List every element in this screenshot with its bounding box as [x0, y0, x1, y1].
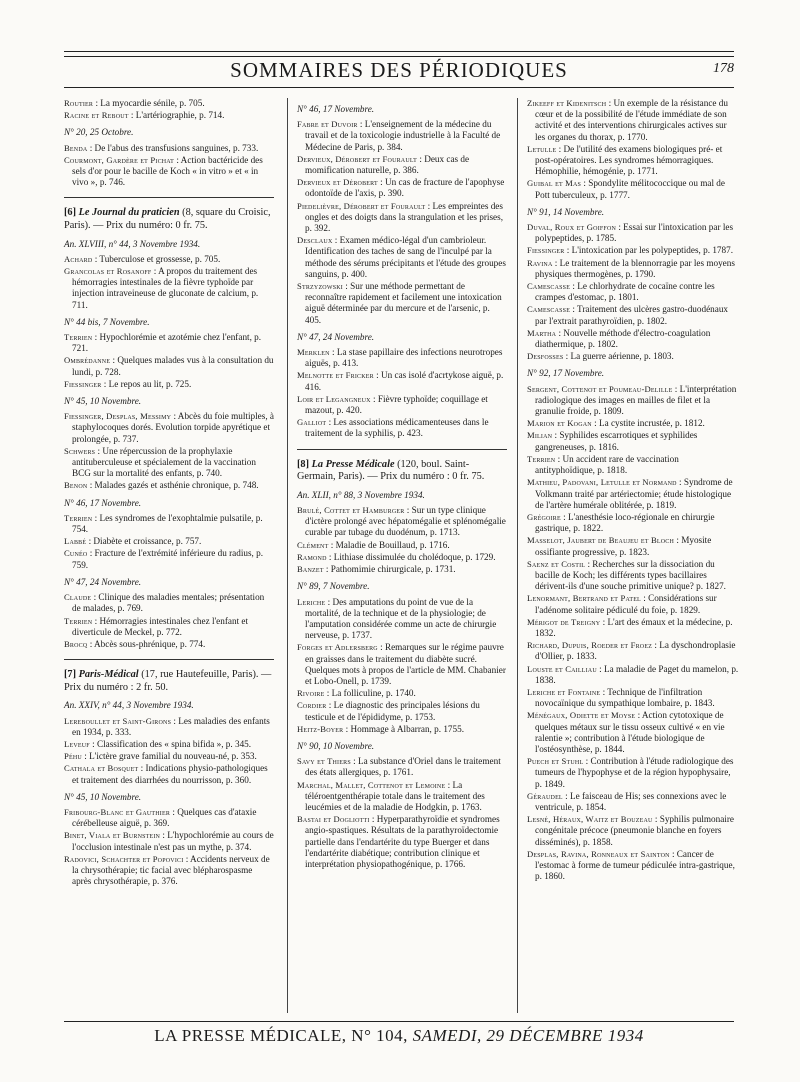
issue-heading: N° 92, 17 Novembre. — [527, 368, 605, 379]
article-title: : L'enseignement de la médecine du travail et de la toxicologie industrielle à la Faculté de Médecine de Paris, p. 384. — [305, 119, 501, 152]
article-authors: Masselot, Jaubert de Beaujeu et Bloch — [527, 535, 675, 546]
article-entry — [64, 592, 274, 614]
article-entry — [297, 417, 507, 439]
article-entry — [527, 384, 739, 418]
journal-name: Le Journal du praticien — [78, 207, 180, 219]
issue-heading: An. XLII, n° 88, 3 Novembre 1934. — [297, 489, 425, 500]
article-title: : Tuberculose et grossesse, p. 705. — [94, 253, 221, 264]
article-title: : Action bactéricide des sels d'or pour le bacille de Koch « in vitro » et « in vivo », p. 746. — [72, 154, 263, 188]
article-entry — [64, 536, 274, 547]
article-entry — [297, 780, 507, 814]
article-title: : Nouvelle méthode d'électro-coagulation diathermique, p. 1802. — [535, 327, 711, 350]
article-title: : Hypochlorémie et azotémie chez l'enfant, p. 721. — [72, 332, 262, 354]
article-authors: Benda — [64, 142, 88, 153]
article-title: : Un cas isolé d'acrtykose aiguë, p. 416. — [305, 370, 504, 392]
article-title: : Sur un type clinique d'ictère prolongé avec hépatomégalie et splénomégalie curable par tubage du duodénum, p. 1713. — [305, 505, 506, 538]
article-title: : A propos du traitement des hémorragies intestinales de la fièvre typhoïde par injection intraveineuse de gluconate de calcium, p. 711. — [72, 266, 259, 310]
article-authors: Louste et Cailliau — [527, 663, 597, 674]
article-authors: Mérigot de Treigny — [527, 616, 601, 627]
article-title: : La téléroentgenthérapie totale dans le traitement des leucémies et de la maladie de Hodgkin, p. 1763. — [305, 779, 485, 812]
journal-number: [8] — [297, 458, 310, 470]
article-title: : La maladie de Paget du mamelon, p. 1838. — [535, 663, 739, 685]
article-entry — [64, 110, 274, 121]
article-title: : Malades gazés et asthénie chronique, p. 748. — [89, 480, 259, 491]
article-title: : Abcès du foie multiples, à staphylocoques dorés. Evolution torpide apyrétique et prolongée, p. 737. — [72, 411, 275, 444]
article-authors: Racine et Rebout — [64, 110, 129, 121]
article-title: : Le traitement de la blennorragie par les moyens physiques thermogènes, p. 1790. — [535, 257, 735, 279]
article-authors: Sergent, Cottenot et Poumeau-Delille — [527, 383, 673, 394]
article-entry — [527, 849, 739, 883]
header-bottom-rule — [64, 87, 734, 88]
article-title: : Spondylite mélitococcique ou mal de Pott tuberculeux, p. 1777. — [535, 178, 725, 200]
article-entry — [297, 347, 507, 369]
article-title: : Diabète et croissance, p. 757. — [88, 536, 202, 547]
article-authors: Radovici, Schachter et Popovici — [64, 853, 184, 864]
article-title: : La dyschondroplasie d'Ollier, p. 1833. — [535, 640, 736, 662]
article-title: : Fracture de l'extrémité inférieure du radius, p. 759. — [72, 548, 264, 570]
issue-heading: N° 46, 17 Novembre. — [297, 104, 375, 114]
article-entry — [527, 328, 739, 350]
article-authors: Grégoire — [527, 511, 561, 522]
article-title: : L'artériographie, p. 714. — [130, 110, 225, 121]
article-entry — [297, 552, 507, 563]
article-entry — [64, 98, 274, 109]
article-entry — [297, 688, 507, 699]
article-title: : Le faisceau de His; ses connexions avec le ventricule, p. 1854. — [535, 790, 727, 812]
article-entry — [527, 178, 739, 200]
article-entry — [297, 756, 507, 778]
article-title: : Sur une méthode permettant de reconnaître rapidement et facilement une intoxication aiguë déterminée par du mercure et de l'arsenic, p. 405. — [305, 281, 502, 325]
article-title: : De l'abus des transfusions sanguines, p. 733. — [89, 142, 259, 153]
article-entry — [64, 143, 274, 154]
article-authors: Strzyzowski — [297, 281, 343, 292]
article-authors: Fiessinger — [527, 245, 565, 256]
article-authors: Heitz-Boyer — [297, 723, 344, 734]
journal-heading — [64, 669, 274, 694]
article-authors: Milian — [527, 430, 553, 441]
article-authors: Desfosses — [527, 351, 564, 362]
article-entry — [64, 411, 274, 445]
article-title: : Les associations médicamenteuses dans le traitement de la syphilis, p. 423. — [305, 417, 489, 439]
article-entry — [297, 724, 507, 735]
article-entry — [64, 513, 274, 535]
article-title: : Quelques malades vus à la consultation du lundi, p. 728. — [72, 355, 274, 377]
article-authors: Cunéo — [64, 548, 88, 559]
article-title: : L'hypochlorémie au cours de l'occlusion intestinale n'est pas un mythe, p. 374. — [72, 830, 274, 852]
footer-journal-issue: LA PRESSE MÉDICALE, N° 104, — [154, 1026, 408, 1045]
article-title: : Clinique des maladies mentales; présentation de malades, p. 769. — [72, 592, 265, 614]
article-entry — [527, 593, 739, 615]
article-entry — [527, 98, 739, 143]
issue-heading: An. XXIV, n° 44, 3 Novembre 1934. — [64, 700, 194, 711]
article-authors: Savy et Thiers — [297, 756, 351, 767]
article-title: : Hémorragies intestinales chez l'enfant et diverticule de Meckel, p. 772. — [72, 615, 249, 637]
article-authors: Bastai et Dogliotti — [297, 814, 370, 825]
article-authors: Ménégaux, Odiette et Moyse — [527, 710, 636, 721]
column-right — [527, 98, 739, 883]
footer-rule — [64, 1021, 734, 1022]
issue-heading: N° 89, 7 Novembre. — [297, 581, 370, 592]
article-authors: Cathala et Bosquet — [64, 763, 139, 774]
article-entry — [527, 687, 739, 709]
article-authors: Labbé — [64, 536, 87, 547]
article-authors: Rivoire — [297, 688, 325, 699]
article-entry — [297, 642, 507, 687]
article-title: : Un accident rare de vaccination antityphoïdique, p. 1818. — [535, 453, 679, 476]
article-entry — [527, 281, 739, 303]
journal-number: [6] — [64, 207, 77, 219]
article-title: : Syndrome de Volkmann traité par artériectomie; étude histologique de l'artère humérale oblitérée, p. 1819. — [535, 477, 733, 510]
article-authors: Péhu — [64, 751, 82, 762]
article-title: : Un exemple de la résistance du cœur et de la possibilité de l'étude immédiate de son activité et des interventions chirurgicales actives sur les organes du thorax, p. 1770. — [535, 98, 728, 142]
column-left — [64, 98, 274, 888]
article-authors: Ombrédanne — [64, 355, 111, 366]
article-authors: Terrien — [64, 512, 93, 523]
column-middle — [297, 98, 507, 871]
article-authors: Galliot — [297, 417, 327, 428]
article-authors: Ramond — [297, 551, 327, 562]
article-title: : Hyperparathyroïdie et syndromes angio-spastiques. Résultats de la parathyroïdectomie partielle dans l'endartérite du type Buerger et dans l'endartérite diabétique; contribution clinique et interprétation physiopathogénique, p. 1766. — [305, 814, 500, 869]
article-entry — [527, 617, 739, 639]
article-entry — [527, 664, 739, 686]
article-entry — [64, 616, 274, 638]
article-authors: Fribourg-Blanc et Gauthier — [64, 806, 171, 817]
article-authors: Forges et Adlersberg — [297, 642, 378, 653]
article-entry — [297, 564, 507, 575]
article-authors: Leveuf — [64, 738, 90, 749]
article-entry — [64, 379, 274, 390]
article-entry — [64, 763, 274, 785]
article-entry — [527, 430, 739, 452]
article-entry — [64, 480, 274, 491]
article-entry — [297, 201, 507, 235]
article-authors: Leriche et Fontaine — [527, 686, 601, 697]
article-title: : Hommage à Albarran, p. 1755. — [345, 723, 465, 734]
article-entry — [64, 854, 274, 888]
article-title: : Action cytotoxique de quelques métaux sur le tissu osseux cultivé « en vie ralentie »; contribution à l'étude biologique de l'ostéosynthèse, p. 1844. — [535, 710, 725, 754]
article-entry — [297, 370, 507, 392]
article-title: : Considérations sur l'adénome solitaire pédiculé du foie, p. 1829. — [535, 593, 717, 615]
article-entry — [527, 144, 739, 178]
article-title: : Classification des « spina bifida », p. 345. — [92, 738, 252, 749]
article-entry — [527, 245, 739, 256]
article-entry — [64, 716, 274, 738]
column-divider-right — [517, 98, 518, 1013]
article-entry — [64, 739, 274, 750]
article-authors: Duval, Roux et Goiffon — [527, 222, 617, 233]
article-title: : Cancer de l'estomac à forme de tumeur pédiculée intra-gastrique, p. 1860. — [535, 848, 735, 882]
journal-name: Paris-Médical — [78, 669, 139, 681]
article-title: : La cystite incrustée, p. 1812. — [594, 418, 705, 429]
header-top-rule-inner — [64, 56, 734, 57]
article-authors: Banzet — [297, 564, 324, 575]
article-authors: Fabre et Duvoir — [297, 119, 358, 130]
article-title: : Le repos au lit, p. 725. — [103, 378, 192, 389]
article-title: : Recherches sur la dissociation du bacille de Koch; les différents types bacillaires dérivent-ils d'une souche primitive unique? p. 1827. — [535, 558, 726, 592]
article-authors: Saenz et Costil — [527, 558, 586, 569]
article-authors: Desclaux — [297, 235, 333, 246]
journal-number: [7] — [64, 669, 77, 681]
issue-heading: N° 46, 17 Novembre. — [64, 497, 142, 508]
article-title: : La guerre aérienne, p. 1803. — [565, 351, 674, 362]
article-authors: Terrien — [64, 332, 93, 343]
article-authors: Fiessinger — [64, 378, 102, 389]
article-title: : L'ictère grave familial du nouveau-né, p. 353. — [84, 751, 257, 762]
journal-name: La Presse Médicale — [311, 458, 395, 470]
article-entry — [527, 351, 739, 362]
article-title: : L'art des émaux et la médecine, p. 1832. — [535, 616, 733, 638]
article-title: : La stase papillaire des infections neurotropes aiguës, p. 413. — [305, 347, 503, 369]
article-entry — [527, 559, 739, 593]
article-authors: Leriche — [297, 596, 326, 607]
article-authors: Claude — [64, 592, 92, 603]
article-entry — [527, 756, 739, 790]
article-authors: Mathieu, Padovani, Letulle et Normand — [527, 477, 677, 488]
article-title: : L'interprétation radiologique des images en mailles de filet et la granulie froide, p. 1809. — [535, 383, 737, 417]
article-title: : Des amputations du point de vue de la mortalité, de la technique et de la physiologie; de l'amputation considérée comme un acte de chirurgie nerveuse, p. 1737. — [305, 596, 497, 641]
article-title: : De l'utilité des examens biologiques pré- et post-opératoires. Les syndromes hémorragiques. Hémophilie, hémogénie, p. 1771. — [535, 143, 723, 177]
article-title: : Les syndromes de l'exophtalmie pulsatile, p. 754. — [72, 512, 263, 535]
article-title: : Un cas de fracture de l'apophyse odontoïde de l'axis, p. 390. — [305, 177, 505, 199]
article-entry — [64, 155, 274, 189]
article-entry — [64, 254, 274, 265]
article-entry — [64, 639, 274, 650]
article-title: : La folliculine, p. 1740. — [326, 688, 416, 699]
article-entry — [297, 505, 507, 539]
page-title: SOMMAIRES DES PÉRIODIQUES — [230, 58, 568, 82]
journal-separator-rule — [64, 197, 274, 198]
article-entry — [297, 154, 507, 176]
article-title: : Fièvre typhoïde; coquillage et mazout, p. 420. — [305, 393, 488, 416]
article-authors: Loir et Legangneux — [297, 393, 371, 404]
article-entry — [297, 119, 507, 153]
article-title: : Essai sur l'intoxication par les polypeptides, p. 1785. — [535, 222, 734, 244]
article-title: : L'anesthésie loco-régionale en chirurgie gastrique, p. 1822. — [535, 511, 715, 534]
article-title: : Myosite ossifiante progressive, p. 1823. — [535, 535, 712, 557]
journal-heading — [297, 459, 507, 484]
article-title: : Remarques sur le régime pauvre en graisses dans le traitement du diabète sucré. Quelques mots à propos de l'article de MM. Chabanier et Lobo-Onell, p. 1739. — [305, 642, 506, 686]
article-title: : Syphilides escarrotiques et syphilides gangreneuses, p. 1816. — [535, 430, 698, 452]
article-authors: Camescasse — [527, 304, 571, 315]
article-title: : Examen médico-légal d'un cambrioleur. Identification des taches de sang de l'inculpé par la méthode des sérums précipitants et l'étude des groupes sanguins, p. 400. — [305, 235, 506, 279]
article-title: : Maladie de Bouillaud, p. 1716. — [330, 539, 450, 550]
article-authors: Lereboullet et Saint-Girons — [64, 715, 172, 726]
article-authors: Grancolas et Rosanoff — [64, 266, 152, 277]
article-entry — [64, 355, 274, 377]
article-entry — [297, 700, 507, 722]
article-authors: Lenormant, Bertrand et Patel — [527, 593, 641, 604]
issue-heading: N° 20, 25 Octobre. — [64, 127, 134, 138]
article-authors: Letulle — [527, 143, 557, 154]
article-authors: Richard, Dupuis, Roeder et Froez — [527, 640, 653, 651]
article-authors: Brocq — [64, 638, 88, 649]
article-entry — [527, 512, 739, 534]
article-title: : Le diagnostic des principales lésions du testicule et de l'épididyme, p. 1753. — [305, 700, 480, 722]
article-entry — [297, 177, 507, 199]
article-authors: Desplas, Ravina, Ronneaux et Sainton — [527, 848, 670, 859]
page-number: 178 — [713, 61, 734, 76]
article-authors: Melnotte et Fricker — [297, 370, 374, 381]
article-authors: Achard — [64, 253, 93, 264]
journal-separator-rule — [297, 449, 507, 450]
article-entry — [527, 222, 739, 244]
article-authors: Guibal et Mas — [527, 178, 582, 189]
article-authors: Dervieux et Dérobert — [297, 177, 378, 188]
article-authors: Schwers — [64, 445, 96, 456]
article-authors: Marion et Kogan — [527, 418, 592, 429]
article-title: : Abcès sous-phrénique, p. 774. — [89, 638, 206, 649]
article-entry — [527, 418, 739, 429]
journal-address-price: (120, boul. Saint-Germain, Paris). — Prix du numéro : 0 fr. 75. — [297, 458, 485, 483]
article-entry — [527, 454, 739, 476]
article-authors: Camescasse — [527, 281, 571, 292]
article-entry — [527, 304, 739, 326]
issue-heading: N° 47, 24 Novembre. — [297, 331, 375, 342]
article-entry — [527, 258, 739, 280]
article-authors: Dervieux, Dérobert et Fourault — [297, 153, 418, 164]
article-title: : La myocardie sénile, p. 705. — [95, 98, 205, 108]
article-title: : Quelques cas d'ataxie cérébelleuse aiguë, p. 369. — [72, 806, 257, 829]
article-entry — [64, 266, 274, 311]
issue-heading: An. XLVIII, n° 44, 3 Novembre 1934. — [64, 238, 201, 249]
article-authors: Clément — [297, 539, 329, 550]
journal-address-price: (17, rue Hautefeuille, Paris). — Prix du numéro : 2 fr. 50. — [64, 669, 272, 693]
article-title: : Pathomimie chirurgicale, p. 1731. — [325, 564, 456, 575]
article-entry — [297, 394, 507, 416]
article-entry — [297, 814, 507, 870]
article-authors: Terrien — [64, 615, 93, 626]
article-authors: Géraudel — [527, 790, 563, 801]
article-entry — [64, 446, 274, 480]
article-title: : Traitement des ulcères gastro-duodénaux par l'extrait parathyroïdien, p. 1802. — [535, 304, 729, 326]
article-authors: Merklen — [297, 347, 330, 358]
article-authors: Fiessinger, Desplas, Messimy — [64, 411, 172, 422]
journal-heading — [64, 207, 274, 232]
page-footer — [64, 1026, 734, 1046]
issue-heading: N° 47, 24 Novembre. — [64, 576, 142, 587]
issue-heading: N° 91, 14 Novembre. — [527, 206, 605, 217]
journal-address-price: (8, square du Croisic, Paris). — Prix du numéro: 0 fr. 75. — [64, 207, 271, 232]
article-authors: Zikeeff et Kidenitsch — [527, 98, 607, 108]
article-entry — [297, 597, 507, 642]
article-authors: Piedelièvre, Dérobert et Fourault — [297, 200, 426, 211]
column-divider-left — [287, 98, 288, 1013]
article-authors: Binet, Viala et Burnstein — [64, 830, 161, 841]
issue-heading: N° 45, 10 Novembre. — [64, 396, 142, 407]
article-title: : Une répercussion de la prophylaxie antituberculeuse et spécialement de la vaccination BCG sur la mortalité des enfants, p. 740. — [72, 445, 256, 479]
header-top-rule — [64, 51, 734, 52]
article-authors: Terrien — [527, 453, 556, 464]
article-title: : Deux cas de momification naturelle, p. 386. — [305, 153, 470, 176]
article-entry — [64, 751, 274, 762]
article-entry — [527, 477, 739, 511]
article-entry — [64, 548, 274, 570]
journal-separator-rule — [64, 659, 274, 660]
article-title: : Syphilis pulmonaire congénitale précoce (pneumonie blanche en foyers disséminés), p. 1858. — [535, 814, 734, 847]
article-title: : Technique de l'infiltration novocaïnique du sympathique lombaire, p. 1843. — [535, 686, 715, 709]
article-entry — [297, 235, 507, 280]
article-title: : Accidents nerveux de la chrysothérapie; tic facial avec blépharospasme après chrysothérapie, p. 376. — [72, 853, 270, 887]
article-entry — [64, 332, 274, 354]
article-entry — [527, 640, 739, 662]
article-title: : Lithiase dissimulée du cholédoque, p. 1729. — [328, 551, 496, 562]
article-title: : Les maladies des enfants en 1934, p. 333. — [72, 715, 270, 737]
article-authors: Lesné, Héraux, Waitz et Bouzeau — [527, 814, 653, 825]
article-title: : La substance d'Oriel dans le traitement des états allergiques, p. 1761. — [305, 756, 501, 778]
article-entry — [527, 535, 739, 557]
article-entry — [527, 791, 739, 813]
article-authors: Cordier — [297, 700, 327, 711]
article-authors: Courmont, Gardère et Pichat — [64, 154, 175, 165]
article-entry — [297, 540, 507, 551]
article-authors: Benon — [64, 480, 88, 491]
article-title: : Indications physio-pathologiques et traitement des diarrhées du nourrisson, p. 360. — [72, 763, 268, 785]
issue-heading: N° 45, 10 Novembre. — [64, 791, 142, 802]
article-authors: Puech et Stuhl — [527, 756, 584, 767]
article-authors: Brulé, Cottet et Hamburger — [297, 505, 405, 516]
footer-date: SAMEDI, 29 DÉCEMBRE 1934 — [412, 1026, 644, 1045]
article-entry — [527, 814, 739, 848]
article-authors: Routier — [64, 98, 94, 108]
issue-heading: N° 44 bis, 7 Novembre. — [64, 316, 150, 327]
article-entry — [64, 830, 274, 852]
article-title: : L'intoxication par les polypeptides, p. 1787. — [566, 245, 733, 256]
article-entry — [297, 281, 507, 326]
article-title: : Les empreintes des ongles et des doigts dans la strangulation et les prises, p. 392. — [305, 200, 504, 234]
article-entry — [527, 710, 739, 755]
article-entry — [64, 807, 274, 829]
article-authors: Ravina — [527, 257, 553, 268]
article-title: : Contribution à l'étude radiologique des tumeurs de l'hypophyse et de la région hypophysaire, p. 1849. — [535, 756, 734, 789]
article-authors: Martha — [527, 327, 557, 338]
issue-heading: N° 90, 10 Novembre. — [297, 740, 375, 751]
article-authors: Marchal, Mallet, Cottenot et Lemoine — [297, 779, 446, 790]
article-title: : Le chlorhydrate de cocaïne contre les crampes d'estomac, p. 1801. — [535, 281, 715, 303]
